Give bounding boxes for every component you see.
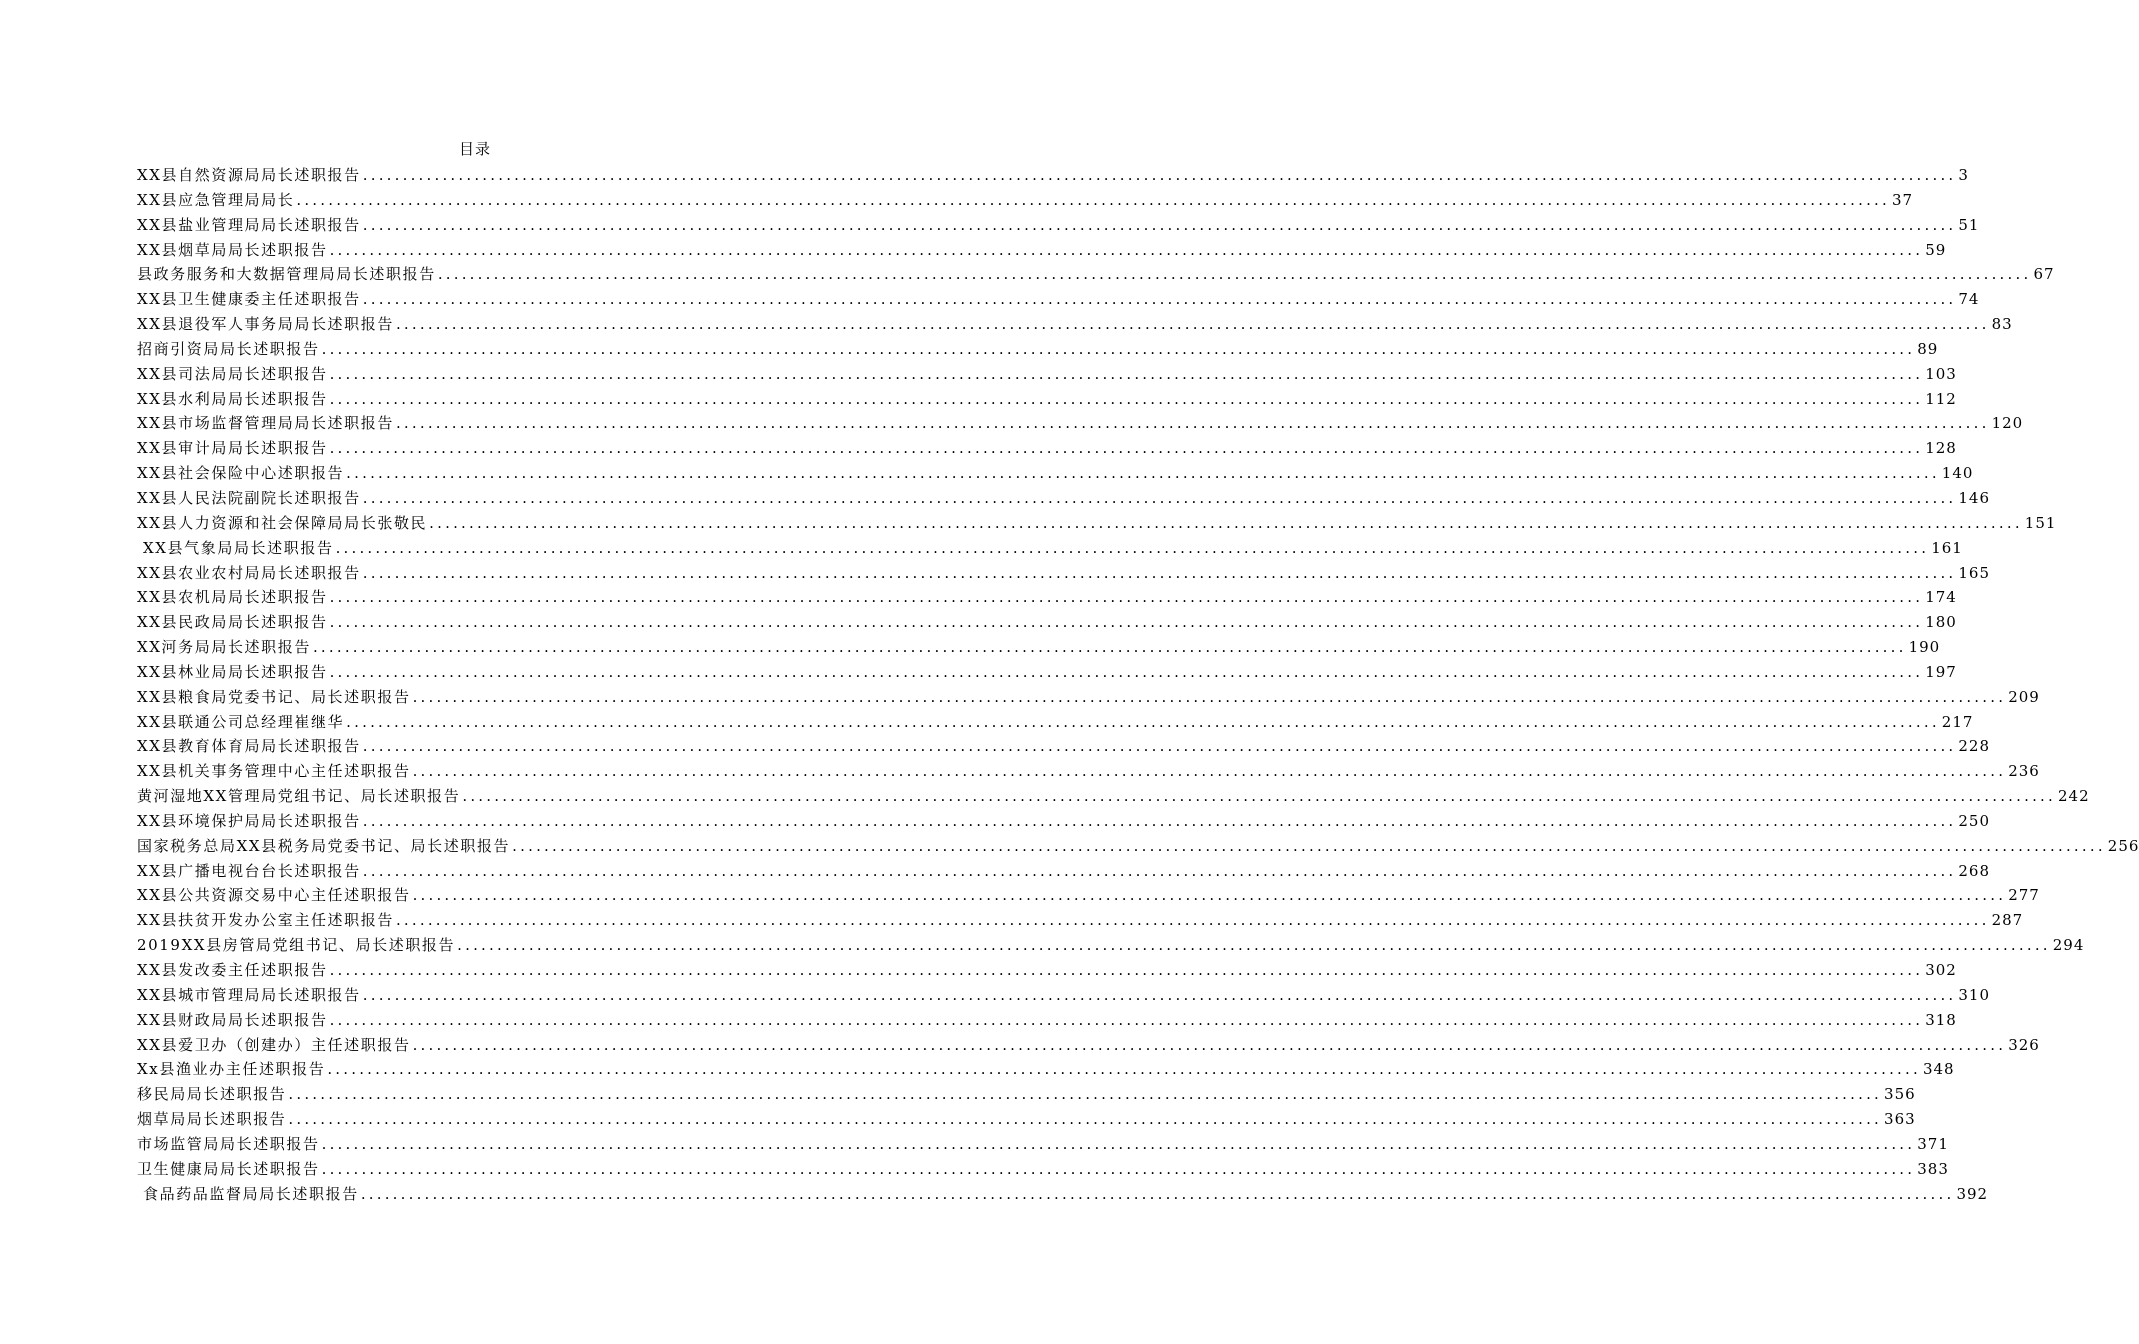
toc-entry[interactable] bbox=[137, 883, 2040, 908]
toc-entry[interactable] bbox=[137, 734, 1991, 759]
toc-entry[interactable] bbox=[137, 262, 2055, 287]
toc-entry-page: 51 bbox=[1958, 215, 1980, 234]
toc-entry[interactable] bbox=[137, 908, 2024, 933]
toc-leader-dots: ........................................................................................................................................................................................................ bbox=[437, 265, 2032, 284]
toc-entry-label: XX县机关事务管理中心主任述职报告 bbox=[137, 762, 411, 781]
toc-entry-label: Xx县渔业办主任述职报告 bbox=[137, 1060, 326, 1079]
toc-entry-label: 黄河湿地XX管理局党组书记、局长述职报告 bbox=[137, 787, 461, 806]
toc-leader-dots: ........................................................................................................................................................................................................ bbox=[362, 811, 1957, 830]
toc-entry[interactable] bbox=[137, 213, 1980, 238]
toc-leader-dots: ........................................................................................................................................................................................................ bbox=[296, 190, 1890, 209]
toc-entry-label: 国家税务总局XX县税务局党委书记、局长述职报告 bbox=[137, 836, 511, 855]
toc-entry[interactable] bbox=[137, 784, 2090, 809]
toc-entry-page: 287 bbox=[1991, 911, 2024, 930]
toc-entry-page: 3 bbox=[1958, 166, 1969, 184]
toc-entry-label: XX县发改委主任述职报告 bbox=[137, 961, 328, 979]
toc-entry-page: 326 bbox=[2008, 1035, 2040, 1054]
toc-entry[interactable] bbox=[137, 387, 1957, 412]
toc-leader-dots: ........................................................................................................................................................................................................ bbox=[362, 290, 1957, 309]
toc-entry-page: 67 bbox=[2033, 265, 2055, 284]
toc-leader-dots: ........................................................................................................................................................................................................ bbox=[329, 662, 1924, 681]
toc-leader-dots: ........................................................................................................................................................................................................ bbox=[335, 538, 1930, 557]
toc-leader-dots: ........................................................................................................................................................................................................ bbox=[412, 762, 2007, 781]
toc-entry[interactable] bbox=[137, 585, 1957, 610]
toc-entry-page: 209 bbox=[2008, 687, 2040, 706]
toc-leader-dots: ........................................................................................................................................................................................................ bbox=[321, 1134, 1916, 1153]
toc-entry[interactable] bbox=[137, 1082, 1916, 1107]
toc-leader-dots: ........................................................................................................................................................................................................ bbox=[457, 936, 2051, 955]
toc-entry-page: 383 bbox=[1917, 1159, 1949, 1178]
toc-leader-dots: ........................................................................................................................................................................................................ bbox=[329, 364, 1924, 383]
toc-leader-dots: ........................................................................................................................................................................................................ bbox=[412, 886, 2007, 905]
toc-entry-page: 146 bbox=[1958, 488, 1991, 507]
toc-entry-page: 37 bbox=[1891, 190, 1914, 209]
toc-entry[interactable] bbox=[137, 1157, 1949, 1182]
toc-entry-page: 268 bbox=[1958, 861, 1991, 880]
toc-entry[interactable] bbox=[137, 958, 1957, 983]
toc-entry-label: 食品药品监督局局长述职报告 bbox=[143, 1184, 359, 1203]
toc-entry-label: XX县教育体育局局长述职报告 bbox=[137, 737, 361, 756]
toc-leader-dots: ........................................................................................................................................................................................................ bbox=[512, 836, 2106, 855]
toc-entry-page: 89 bbox=[1917, 339, 1939, 358]
toc-leader-dots: ........................................................................................................................................................................................................ bbox=[362, 488, 1957, 507]
toc-entry-label: XX县卫生健康委主任述职报告 bbox=[137, 290, 361, 309]
toc-leader-dots: ........................................................................................................................................................................................................ bbox=[321, 339, 1916, 358]
toc-entry-page: 161 bbox=[1931, 538, 1963, 557]
toc-entry-label: XX县应急管理局局长 bbox=[137, 190, 295, 209]
toc-entry-label: XX县司法局局长述职报告 bbox=[137, 364, 328, 383]
toc-leader-dots: ........................................................................................................................................................................................................ bbox=[412, 1035, 2007, 1054]
toc-entry[interactable] bbox=[137, 238, 1947, 263]
toc-entry[interactable] bbox=[137, 1033, 2040, 1058]
toc-entry-page: 140 bbox=[1941, 464, 1974, 483]
toc-entry-page: 74 bbox=[1958, 290, 1980, 309]
toc-entry-page: 59 bbox=[1925, 240, 1947, 259]
toc-entry-label: XX县水利局局长述职报告 bbox=[137, 389, 328, 408]
toc-entry[interactable] bbox=[137, 1182, 1989, 1207]
toc-entry-label: XX县市场监督管理局局长述职报告 bbox=[137, 414, 394, 433]
toc-entry-label: 烟草局局长述职报告 bbox=[137, 1110, 287, 1129]
toc-entry[interactable] bbox=[137, 461, 1974, 486]
toc-entry-page: 277 bbox=[2008, 886, 2040, 905]
toc-leader-dots: ........................................................................................................................................................................................................ bbox=[329, 961, 1924, 979]
toc-entry-page: 236 bbox=[2008, 762, 2040, 781]
toc-entry-page: 228 bbox=[1958, 737, 1991, 756]
toc-entry[interactable] bbox=[137, 511, 2057, 536]
toc-entry-page: 310 bbox=[1958, 985, 1991, 1004]
toc-entry-label: XX县农业农村局局长述职报告 bbox=[137, 563, 361, 582]
toc-entry-page: 217 bbox=[1941, 712, 1974, 731]
toc-list bbox=[137, 163, 2139, 1206]
toc-entry[interactable] bbox=[137, 287, 1980, 312]
toc-entry-page: 348 bbox=[1922, 1060, 1955, 1079]
toc-leader-dots: ........................................................................................................................................................................................................ bbox=[362, 166, 1957, 184]
toc-entry-label: XX县林业局局长述职报告 bbox=[137, 662, 328, 681]
toc-leader-dots: ........................................................................................................................................................................................................ bbox=[329, 439, 1924, 458]
toc-leader-dots: ........................................................................................................................................................................................................ bbox=[395, 315, 1990, 334]
toc-entry[interactable] bbox=[137, 635, 1941, 660]
toc-entry-label: 卫生健康局局长述职报告 bbox=[137, 1159, 320, 1178]
toc-leader-dots: ........................................................................................................................................................................................................ bbox=[362, 215, 1957, 234]
toc-leader-dots: ........................................................................................................................................................................................................ bbox=[346, 712, 1940, 731]
toc-leader-dots: ........................................................................................................................................................................................................ bbox=[329, 588, 1924, 607]
toc-entry-page: 371 bbox=[1917, 1134, 1949, 1153]
toc-entry-page: 392 bbox=[1956, 1184, 1989, 1203]
toc-entry-label: XX县粮食局党委书记、局长述职报告 bbox=[137, 687, 411, 706]
toc-entry-label: XX县城市管理局局长述职报告 bbox=[137, 985, 361, 1004]
toc-entry-label: XX县人民法院副院长述职报告 bbox=[137, 488, 361, 507]
toc-leader-dots: ........................................................................................................................................................................................................ bbox=[329, 389, 1924, 408]
toc-entry[interactable] bbox=[137, 362, 1957, 387]
toc-entry[interactable] bbox=[137, 759, 2040, 784]
toc-entry[interactable] bbox=[137, 312, 2013, 337]
toc-entry-page: 256 bbox=[2107, 836, 2139, 855]
toc-entry-label: XX县公共资源交易中心主任述职报告 bbox=[137, 886, 411, 905]
toc-entry[interactable] bbox=[137, 411, 2024, 436]
toc-entry[interactable] bbox=[137, 486, 1991, 511]
toc-entry[interactable] bbox=[137, 1107, 1916, 1132]
toc-entry-page: 294 bbox=[2052, 936, 2085, 955]
toc-leader-dots: ........................................................................................................................................................................................................ bbox=[362, 737, 1957, 756]
toc-entry[interactable] bbox=[137, 660, 1957, 685]
toc-entry-label: 招商引资局局长述职报告 bbox=[137, 339, 320, 358]
toc-entry[interactable] bbox=[137, 610, 1957, 635]
toc-entry-label: 2019XX县房管局党组书记、局长述职报告 bbox=[137, 936, 456, 955]
toc-entry[interactable] bbox=[137, 436, 1957, 461]
toc-entry[interactable] bbox=[137, 163, 1969, 188]
toc-entry-page: 112 bbox=[1925, 389, 1957, 408]
toc-leader-dots: ........................................................................................................................................................................................................ bbox=[362, 861, 1957, 880]
toc-entry-label: XX县扶贫开发办公室主任述职报告 bbox=[137, 911, 394, 930]
toc-entry-label: XX县退役军人事务局局长述职报告 bbox=[137, 315, 394, 334]
toc-entry[interactable] bbox=[137, 809, 1991, 834]
toc-entry[interactable] bbox=[137, 561, 1991, 586]
toc-leader-dots: ........................................................................................................................................................................................................ bbox=[327, 1060, 1921, 1079]
toc-entry[interactable] bbox=[137, 933, 2085, 958]
toc-entry[interactable] bbox=[137, 1008, 1957, 1033]
toc-entry[interactable] bbox=[137, 834, 2139, 859]
toc-entry-label: XX县广播电视台台长述职报告 bbox=[137, 861, 361, 880]
toc-entry-label: XX县联通公司总经理崔继华 bbox=[137, 712, 345, 731]
toc-entry-label: XX县审计局局长述职报告 bbox=[137, 439, 328, 458]
toc-entry-label: XX县烟草局局长述职报告 bbox=[137, 240, 328, 259]
toc-leader-dots: ........................................................................................................................................................................................................ bbox=[329, 613, 1924, 632]
toc-entry[interactable] bbox=[137, 983, 1991, 1008]
toc-entry-page: 165 bbox=[1958, 563, 1991, 582]
toc-leader-dots: ........................................................................................................................................................................................................ bbox=[362, 563, 1957, 582]
toc-leader-dots: ........................................................................................................................................................................................................ bbox=[429, 513, 2023, 532]
toc-entry-label: XX县社会保险中心述职报告 bbox=[137, 464, 345, 483]
toc-entry-page: 318 bbox=[1925, 1010, 1957, 1029]
toc-entry-label: XX县气象局局长述职报告 bbox=[143, 538, 334, 557]
toc-entry-label: XX县财政局局长述职报告 bbox=[137, 1010, 328, 1029]
toc-entry-page: 190 bbox=[1908, 638, 1941, 657]
toc-entry-page: 103 bbox=[1925, 364, 1957, 383]
toc-entry[interactable] bbox=[137, 859, 1991, 884]
toc-entry[interactable] bbox=[137, 685, 2040, 710]
toc-entry[interactable] bbox=[137, 1132, 1949, 1157]
toc-entry-page: 128 bbox=[1925, 439, 1957, 458]
toc-leader-dots: ........................................................................................................................................................................................................ bbox=[412, 687, 2007, 706]
toc-entry-label: XX县爱卫办（创建办）主任述职报告 bbox=[137, 1035, 411, 1054]
toc-leader-dots: ........................................................................................................................................................................................................ bbox=[321, 1159, 1916, 1178]
toc-entry[interactable] bbox=[137, 337, 1939, 362]
toc-leader-dots: ........................................................................................................................................................................................................ bbox=[395, 414, 1990, 433]
toc-entry-page: 151 bbox=[2024, 513, 2057, 532]
toc-leader-dots: ........................................................................................................................................................................................................ bbox=[288, 1110, 1883, 1129]
toc-entry-page: 120 bbox=[1991, 414, 2024, 433]
toc-entry-page: 174 bbox=[1925, 588, 1957, 607]
toc-leader-dots: ........................................................................................................................................................................................................ bbox=[288, 1085, 1883, 1104]
toc-leader-dots: ........................................................................................................................................................................................................ bbox=[329, 1010, 1924, 1029]
toc-entry-label: XX县人力资源和社会保障局局长张敬民 bbox=[137, 513, 428, 532]
toc-entry[interactable] bbox=[137, 188, 1914, 213]
toc-title: 目录 bbox=[458, 140, 491, 158]
toc-entry-page: 356 bbox=[1884, 1085, 1916, 1104]
toc-entry-page: 242 bbox=[2057, 787, 2090, 806]
toc-leader-dots: ........................................................................................................................................................................................................ bbox=[462, 787, 2056, 806]
toc-entry-label: XX县民政局局长述职报告 bbox=[137, 613, 328, 632]
toc-entry-label: 市场监管局局长述职报告 bbox=[137, 1134, 320, 1153]
toc-leader-dots: ........................................................................................................................................................................................................ bbox=[346, 464, 1940, 483]
toc-entry-page: 302 bbox=[1925, 961, 1957, 979]
toc-entry-label: XX县农机局局长述职报告 bbox=[137, 588, 328, 607]
toc-entry-label: XX河务局局长述职报告 bbox=[137, 638, 311, 657]
toc-leader-dots: ........................................................................................................................................................................................................ bbox=[360, 1184, 1955, 1203]
toc-entry[interactable] bbox=[137, 536, 1963, 561]
toc-entry-label: XX县自然资源局局长述职报告 bbox=[137, 166, 361, 184]
toc-leader-dots: ........................................................................................................................................................................................................ bbox=[312, 638, 1907, 657]
toc-entry-page: 83 bbox=[1991, 315, 2013, 334]
toc-entry[interactable] bbox=[137, 1057, 1955, 1082]
toc-entry-label: XX县环境保护局局长述职报告 bbox=[137, 811, 361, 830]
toc-leader-dots: ........................................................................................................................................................................................................ bbox=[329, 240, 1924, 259]
toc-leader-dots: ........................................................................................................................................................................................................ bbox=[395, 911, 1990, 930]
toc-entry-label: 县政务服务和大数据管理局局长述职报告 bbox=[137, 265, 436, 284]
toc-entry-page: 250 bbox=[1958, 811, 1991, 830]
toc-entry-page: 180 bbox=[1925, 613, 1957, 632]
toc-entry[interactable] bbox=[137, 710, 1974, 735]
toc-entry-label: XX县盐业管理局局长述职报告 bbox=[137, 215, 361, 234]
toc-entry-label: 移民局局长述职报告 bbox=[137, 1085, 287, 1104]
toc-leader-dots: ........................................................................................................................................................................................................ bbox=[362, 985, 1957, 1004]
toc-entry-page: 197 bbox=[1925, 662, 1957, 681]
toc-entry-page: 363 bbox=[1884, 1110, 1916, 1129]
